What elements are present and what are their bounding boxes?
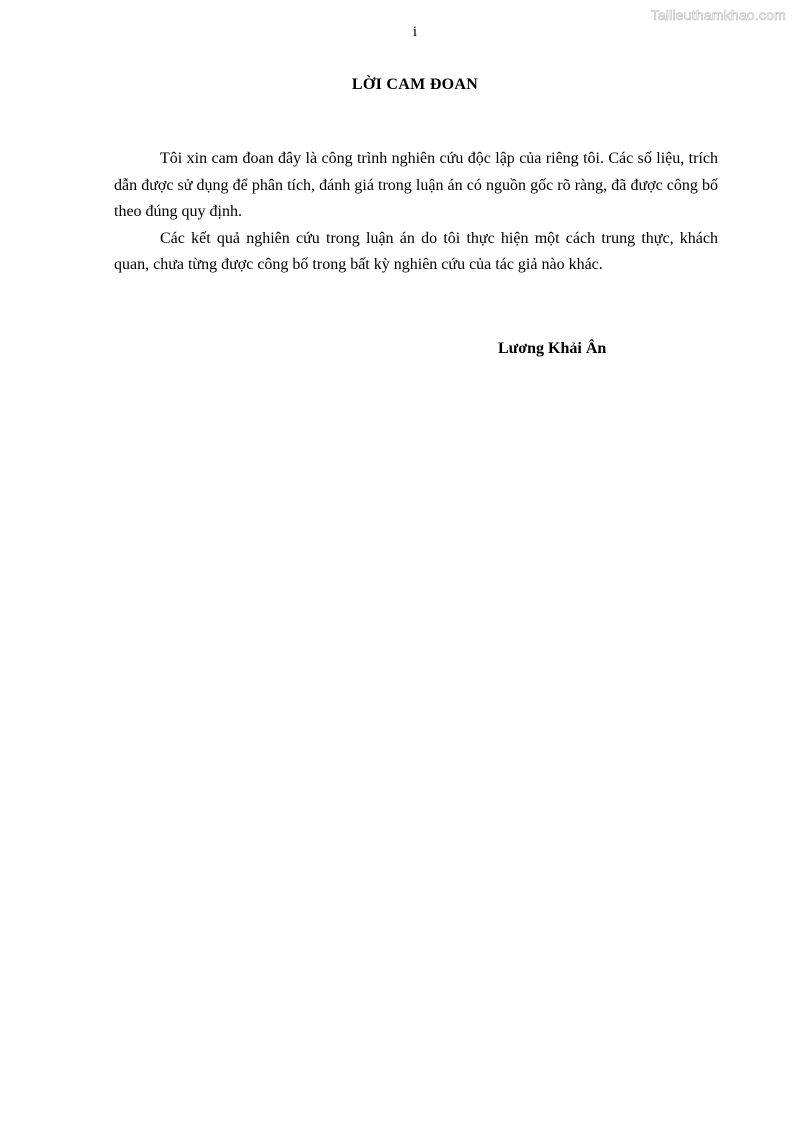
watermark-text: Tailieuthamkhao.com bbox=[650, 7, 786, 23]
declaration-paragraph-1: Tôi xin cam đoan đây là công trình nghiên cứu độc lập của riêng tôi. Các số liệu, trích dẫn được sử dụng để phân tích, đánh giá trong luận án có nguồn gốc rõ ràng, đã được công bố theo đúng quy định. bbox=[114, 150, 718, 220]
page-number: i bbox=[412, 24, 418, 40]
page-title: LỜI CAM ĐOAN bbox=[351, 76, 479, 93]
declaration-paragraph-2: Các kết quả nghiên cứu trong luận án do tôi thực hiện một cách trung thực, khách quan, chưa từng được công bố trong bất kỳ nghiên cứu của tác giả nào khác. bbox=[114, 229, 718, 273]
author-signature-name: Lương Khải Ân bbox=[498, 340, 607, 357]
declaration-body bbox=[114, 146, 718, 279]
